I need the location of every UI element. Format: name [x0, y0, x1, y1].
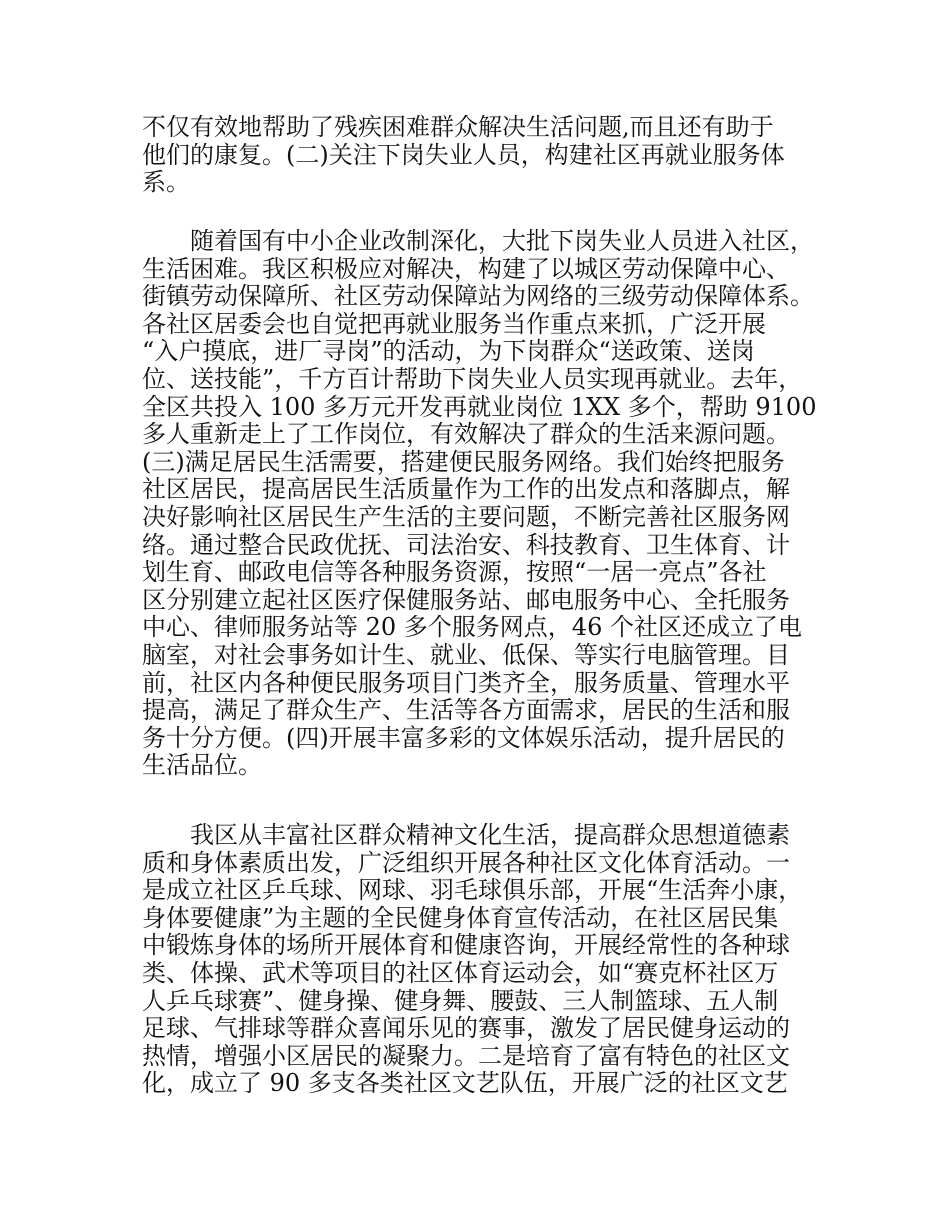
- paragraph-line: 中锻炼身体的场所开展体育和健康咨询，开展经常性的各种球: [142, 931, 790, 960]
- paragraph-line: 质和身体素质出发，广泛组织开展各种社区文化体育活动。一: [142, 848, 790, 877]
- paragraph-line: 人乒乓球赛”、健身操、健身舞、腰鼓、三人制篮球、五人制: [142, 986, 779, 1015]
- paragraph-line: 随着国有中小企业改制深化，大批下岗失业人员进入社区，: [190, 227, 814, 255]
- paragraph-line: 生活品位。: [142, 751, 262, 780]
- paragraph-line: 热情，增强小区居民的凝聚力。二是培育了富有特色的社区文: [142, 1041, 790, 1070]
- paragraph-line: 提高，满足了群众生产、生活等各方面需求，居民的生活和服: [142, 696, 790, 725]
- paragraph-line: “入户摸底，进厂寻岗”的活动，为下岗群众“送政策、送岗: [142, 337, 755, 366]
- paragraph-line: 不仅有效地帮助了残疾困难群众解决生活问题,而且还有助于: [142, 113, 774, 141]
- paragraph-line: 社区居民，提高居民生活质量作为工作的出发点和落脚点，解: [142, 475, 790, 504]
- paragraph-line: 生活困难。我区积极应对解决，构建了以城区劳动保障中心、: [142, 254, 790, 283]
- paragraph-line: 他们的康复。(二)关注下岗失业人员，构建社区再就业服务体: [142, 140, 785, 169]
- paragraph-1: [142, 114, 822, 197]
- paragraph-line: 街镇劳动保障所、社区劳动保障站为网络的三级劳动保障体系。: [142, 282, 814, 311]
- paragraph-line: 脑室，对社会事务如计生、就业、低保、等实行电脑管理。目: [142, 640, 790, 669]
- paragraph-line: 系。: [142, 168, 190, 197]
- paragraph-3: [142, 822, 822, 1098]
- paragraph-line: 化，成立了 90 多支各类社区文艺队伍，开展广泛的社区文艺: [142, 1069, 788, 1098]
- paragraph-line: 多人重新走上了工作岗位，有效解决了群众的生活来源问题。: [142, 420, 790, 449]
- paragraph-line: 务十分方便。(四)开展丰富多彩的文体娱乐活动，提升居民的: [142, 723, 785, 752]
- paragraph-line: 我区从丰富社区群众精神文化生活，提高群众思想道德素: [190, 821, 790, 849]
- paragraph-line: 前，社区内各种便民服务项目门类齐全，服务质量、管理水平: [142, 668, 790, 697]
- paragraph-line: 决好影响社区居民生产生活的主要问题，不断完善社区服务网: [142, 502, 790, 531]
- paragraph-line: 足球、气排球等群众喜闻乐见的赛事，激发了居民健身运动的: [142, 1014, 790, 1043]
- paragraph-2: [142, 228, 822, 780]
- paragraph-line: 各社区居委会也自觉把再就业服务当作重点来抓，广泛开展: [142, 309, 766, 338]
- paragraph-line: 身体要健康”为主题的全民健身体育宣传活动，在社区居民集: [142, 903, 779, 932]
- paragraph-line: 区分别建立起社区医疗保健服务站、邮电服务中心、全托服务: [142, 585, 790, 614]
- paragraph-line: 是成立社区乒乓球、网球、羽毛球俱乐部，开展“生活奔小康，: [142, 876, 803, 905]
- paragraph-line: 划生育、邮政电信等各种服务资源，按照“一居一亮点”各社: [142, 558, 767, 587]
- paragraph-line: 中心、律师服务站等 20 多个服务网点，46 个社区还成立了电: [142, 613, 802, 642]
- paragraph-line: 络。通过整合民政优抚、司法治安、科技教育、卫生体育、计: [142, 530, 790, 559]
- paragraph-line: (三)满足居民生活需要，搭建便民服务网络。我们始终把服务: [142, 447, 785, 476]
- paragraph-line: 类、体操、武术等项目的社区体育运动会，如“赛克杯社区万: [142, 958, 779, 987]
- paragraph-line: 位、送技能”，千方百计帮助下岗失业人员实现再就业。去年，: [142, 364, 803, 393]
- paragraph-line: 全区共投入 100 多万元开发再就业岗位 1XX 多个，帮助 9100: [142, 392, 817, 421]
